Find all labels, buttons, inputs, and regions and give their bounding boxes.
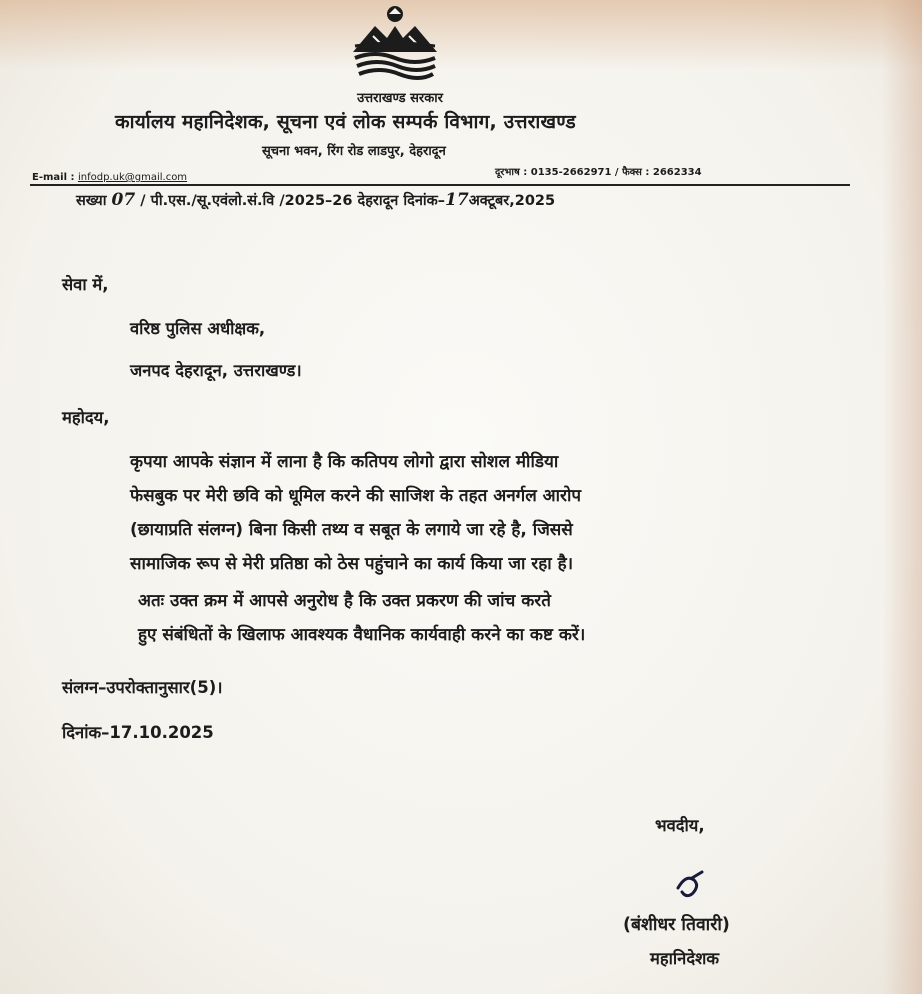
body-paragraph-2 (60, 584, 805, 686)
recipient-line-1: वरिष्ठ पुलिस अधीक्षक, (130, 319, 266, 338)
office-title: कार्यालय महानिदेशक, सूचना एवं लोक सम्पर्क विभाग, उत्तराखण्ड (115, 111, 576, 133)
para1-line: सामाजिक रूप से मेरी प्रतिष्ठा को ठेस पहुंचाने का कार्य किया जा रहा है। (130, 554, 574, 574)
uttarakhand-emblem-icon (345, 2, 445, 86)
para2-line: हुए संबंधितों के खिलाफ आवश्यक वैधानिक कार्यवाही करने का कष्ट करें। (138, 625, 586, 645)
paper-shadow-top (0, 0, 922, 70)
government-name: उत्तराखण्ड सरकार (357, 91, 443, 106)
email-line (32, 172, 187, 183)
enclosure: संलग्न–उपरोक्तानुसार(5)। (62, 678, 223, 697)
ref-rest: / पी.एस./सू.एवंलो.सं.वि /2025–26 देहरादून दिनांक– (140, 193, 446, 209)
para1-line: कृपया आपके संज्ञान में लाना है कि कतिपय लोगो द्वारा सोशल मीडिया (130, 452, 559, 472)
paper-shadow-right (882, 0, 922, 994)
closing: भवदीय, (655, 816, 705, 835)
recipient-line-2: जनपद देहरादून, उत्तराखण्ड। (130, 361, 302, 380)
signature-mark (672, 868, 708, 902)
reference-line (76, 190, 555, 210)
email-label: E-mail : (32, 172, 75, 183)
ref-number: 07 (111, 190, 136, 210)
para1-line: फेसबुक पर मेरी छवि को धूमिल करने की साजिश के तहत अनर्गल आरोप (130, 486, 582, 506)
para1-line: (छायाप्रति संलग्न) बिना किसी तथ्य व सबूत के लगाये जा रहे है, जिससे (130, 520, 573, 540)
date-line: दिनांक–17.10.2025 (62, 723, 214, 742)
salutation-to: सेवा में, (62, 275, 109, 294)
phone-fax: दूरभाष : 0135-2662971 / फैक्स : 2662334 (495, 167, 702, 178)
ref-date-rest: अक्टूबर,2025 (468, 193, 556, 209)
para2-line: अतः उक्त क्रम में आपसे अनुरोध है कि उक्त प्रकरण की जांच करते (138, 591, 551, 611)
ref-date-day: 17 (445, 190, 469, 210)
greeting: महोदय, (62, 408, 110, 427)
signatory-designation: महानिदेशक (650, 949, 719, 968)
email-address: infodp.uk@gmail.com (77, 172, 188, 183)
ref-prefix: सख्या (76, 193, 107, 209)
office-address: सूचना भवन, रिंग रोड लाडपुर, देहरादून (262, 144, 446, 159)
letterhead-divider (30, 184, 850, 186)
signatory-name: (बंशीधर तिवारी) (623, 915, 730, 935)
